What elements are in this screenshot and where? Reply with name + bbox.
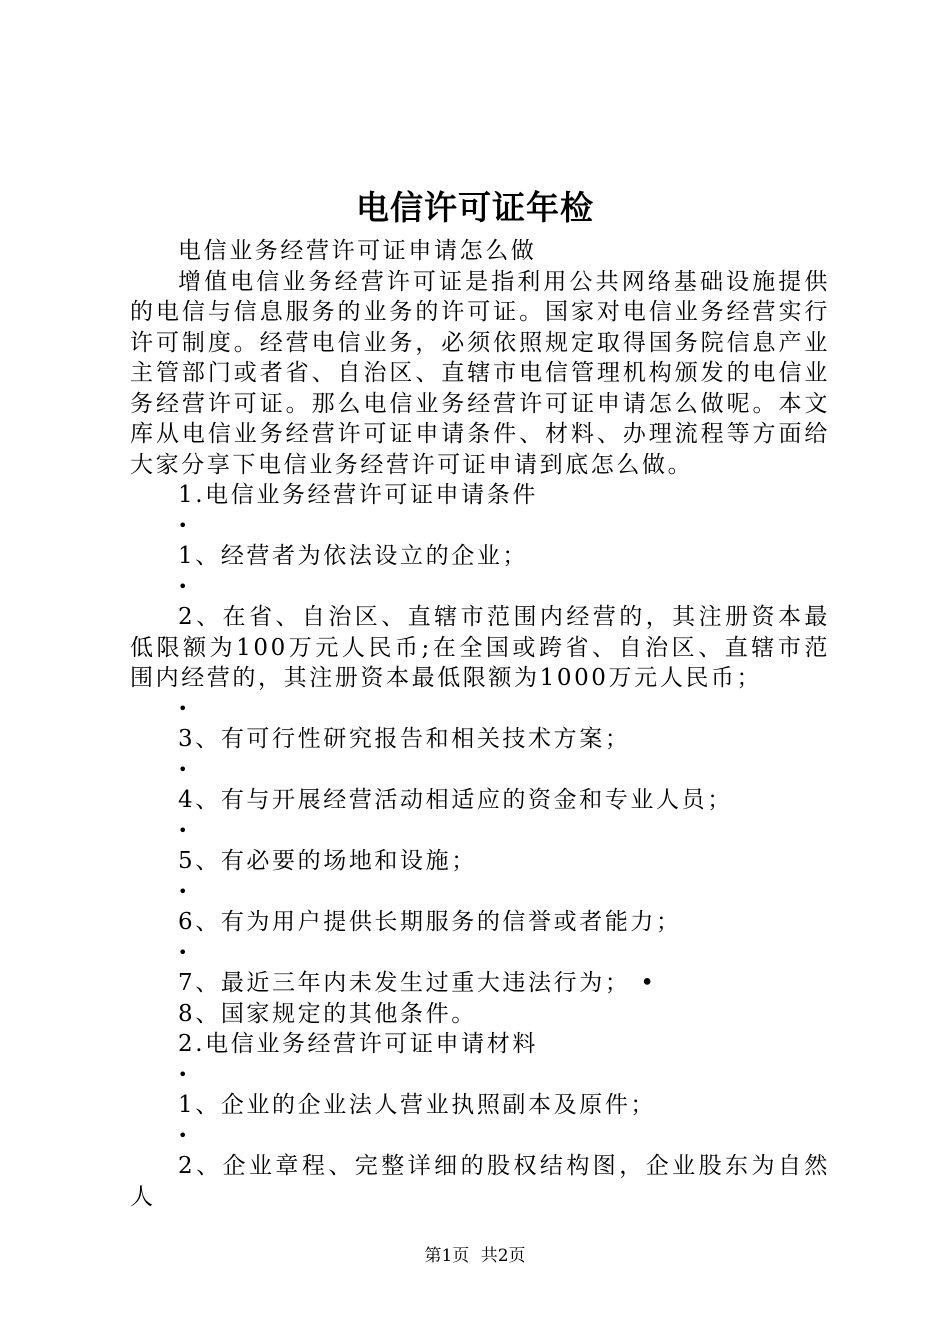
condition-item: 7、最近三年内未发生过重大违法行为； • — [178, 970, 657, 996]
page-total: 共2页 — [480, 1246, 526, 1266]
page-footer — [0, 1244, 950, 1268]
bullet-marker: • — [178, 881, 191, 901]
subtitle: 电信业务经营许可证申请怎么做 — [178, 238, 537, 264]
page-number: 第1页 — [424, 1246, 470, 1266]
material-item: 1、企业的企业法人营业执照副本及原件； — [178, 1092, 657, 1118]
bullet-marker: • — [178, 1064, 191, 1084]
condition-item: 6、有为用户提供长期服务的信誉或者能力； — [178, 909, 682, 935]
bullet-marker: • — [178, 698, 191, 718]
document-body — [130, 236, 830, 1212]
condition-item: 1、经营者为依法设立的企业； — [178, 543, 529, 569]
condition-item: 8、国家规定的其他条件。 — [178, 1000, 477, 1027]
bullet-marker: • — [178, 576, 191, 596]
bullet-marker: • — [178, 759, 191, 779]
bullet-marker: • — [178, 820, 191, 840]
condition-item: 5、有必要的场地和设施； — [178, 848, 477, 874]
condition-item: 4、有与开展经营活动相适应的资金和专业人员； — [178, 787, 733, 813]
intro-paragraph: 增值电信业务经营许可证是指利用公共网络基础设施提供的电信与信息服务的业务的许可证。国家对电信业务经营实行许可制度。经营电信业务，必须依照规定取得国务院信息产业主管部门或者省、自治区、直辖市电信管理机构颁发的电信业务经营许可证。那么电信业务经营许可证申请怎么做呢。本文库从电信业务经营许可证申请条件、材料、办理流程等方面给大家分享下电信业务经营许可证申请到底怎么做。 — [130, 268, 830, 478]
material-item: 2、企业章程、完整详细的股权结构图，企业股东为自然人 — [130, 1153, 830, 1210]
bullet-marker: • — [178, 1125, 191, 1145]
section1-heading: 1.电信业务经营许可证申请条件 — [178, 482, 538, 508]
section2-heading: 2.电信业务经营许可证申请材料 — [178, 1031, 538, 1057]
document-title: 电信许可证年检 — [356, 188, 594, 227]
condition-item: 3、有可行性研究报告和相关技术方案； — [178, 726, 631, 752]
bullet-marker: • — [178, 515, 191, 535]
condition-item: 2、在省、自治区、直辖市范围内经营的，其注册资本最低限额为100万元人民币;在全国或跨省、自治区、直辖市范围内经营的，其注册资本最低限额为1000万元人民币； — [130, 604, 830, 691]
bullet-marker: • — [178, 942, 191, 962]
